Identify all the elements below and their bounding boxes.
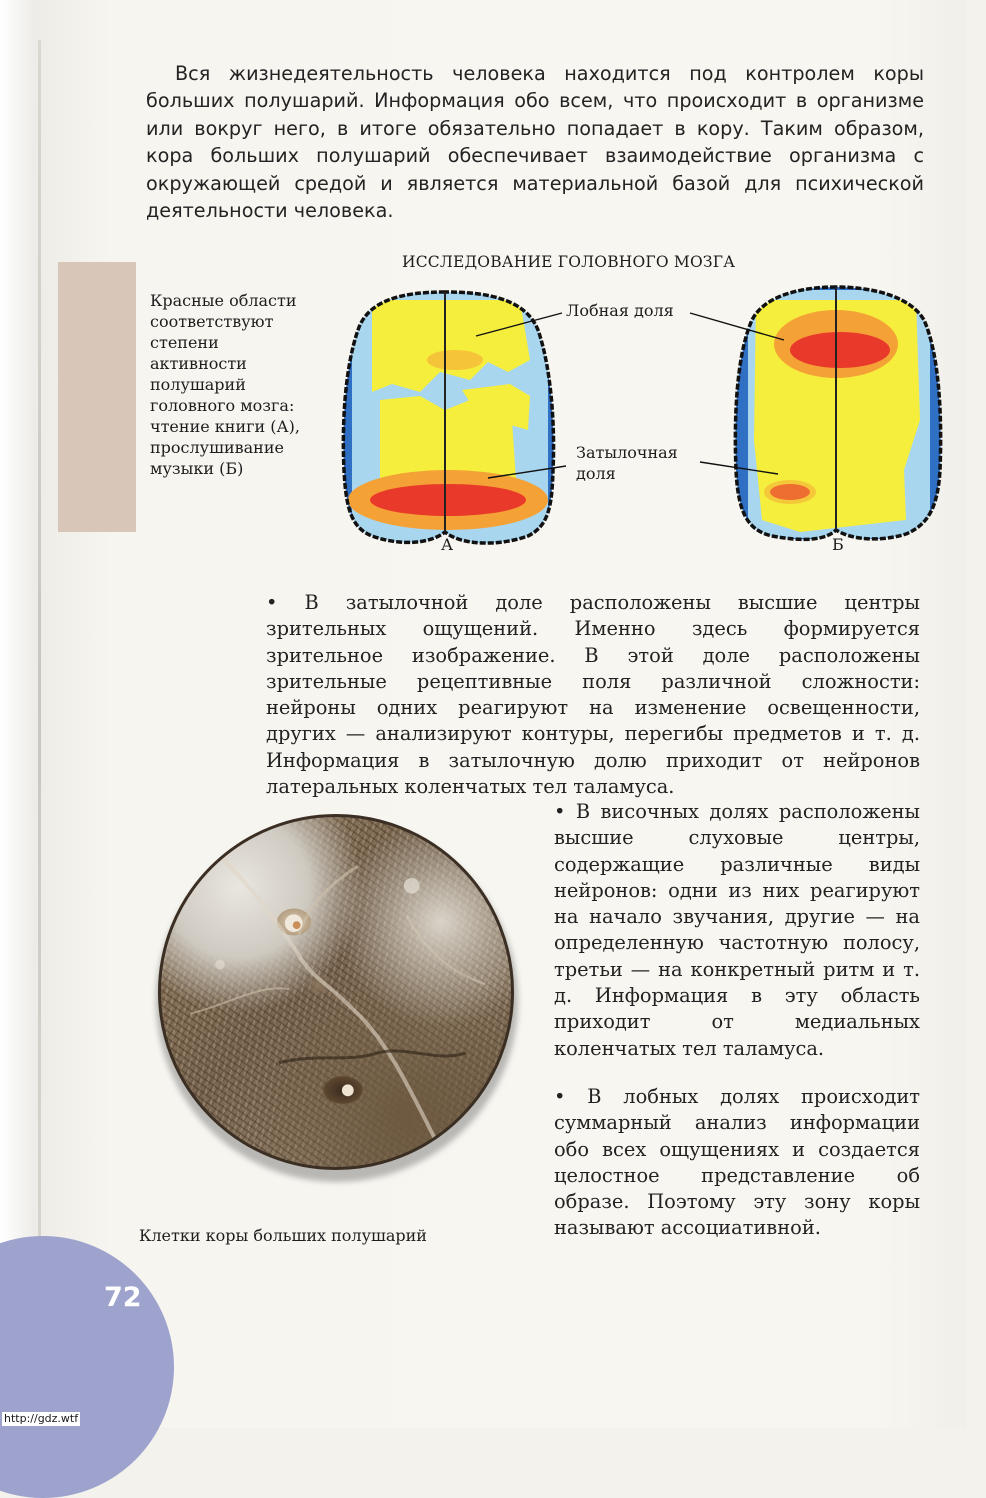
bullet-dot-icon: •: [554, 800, 576, 823]
bullet-dot-icon: •: [554, 1085, 588, 1108]
label-occipital-line1: Затылочная: [576, 443, 678, 462]
caption-line: прослушивание: [150, 438, 284, 457]
bullet-frontal: [554, 1084, 920, 1242]
url-watermark: http://gdz.wtf: [4, 1412, 79, 1425]
label-frontal-lobe: Лобная доля: [566, 301, 674, 320]
caption-line: степени: [150, 333, 219, 352]
micrograph-caption: Клетки коры больших полушарий: [139, 1226, 427, 1245]
brain-b-letter: Б: [832, 535, 844, 554]
brain-a-letter: А: [441, 535, 454, 554]
brain-b-music: [720, 280, 960, 560]
label-occipital-line2: доля: [576, 464, 616, 483]
caption-line: активности: [150, 354, 247, 373]
intro-paragraph: Вся жизнедеятельность человека находится под контролем коры больших полушарий. Информация обо всем, что происходит в организме или вокруг него, в итоге обязательно попадает в кору. Таким образом, кора больших полушарий обеспечивает взаимодействие организма с окружающей средой и является материальной базой для психической деятельности человека.: [146, 62, 924, 223]
bullet-dot-icon: •: [266, 591, 305, 614]
bullet-frontal-text: В лобных долях происходит суммарный анализ информации обо всех ощущениях и создается целостное представление об образе. Поэтому эту зону коры называют ассоциативной.: [554, 1085, 920, 1240]
cortex-cells-micrograph: [158, 814, 514, 1170]
caption-line: музыки (Б): [150, 459, 244, 478]
caption-line: чтение книги (А),: [150, 417, 300, 436]
neuron-drawing: [161, 817, 511, 1167]
caption-line: Красные области: [150, 291, 297, 310]
bullet-occipital-text: В затылочной доле расположены высшие центры зрительных ощущений. Именно здесь формируется зрительное изображение. В этой доле расположены зрительные рецептивные поля различной сложности: нейроны одних реагируют на изменение освещенности, других — анализируют контуры, перегибы предметов и т. д. Информация в затылочную долю приходит от нейронов латеральных коленчатых тел таламуса.: [266, 591, 920, 799]
caption-line: головного мозга:: [150, 396, 295, 415]
page-number: 72: [104, 1282, 142, 1313]
bullet-occipital: [266, 590, 920, 800]
bullet-temporal: [554, 799, 920, 1062]
caption-line: полушарий: [150, 375, 246, 394]
caption-line: соответствуют: [150, 312, 274, 331]
figure-title: ИССЛЕДОВАНИЕ ГОЛОВНОГО МОЗГА: [402, 253, 736, 271]
bullet-temporal-text: В височных долях расположены высшие слуховые центры, содержащие различные виды нейронов: одни из них реагируют на начало звучания, другие — на определенную частотную полосу, третьи — на конкретный ритм и т. д. Информация в эту область приходит от медиальных коленчатых тел таламуса.: [554, 800, 920, 1060]
brain-a-reading: [330, 280, 570, 560]
